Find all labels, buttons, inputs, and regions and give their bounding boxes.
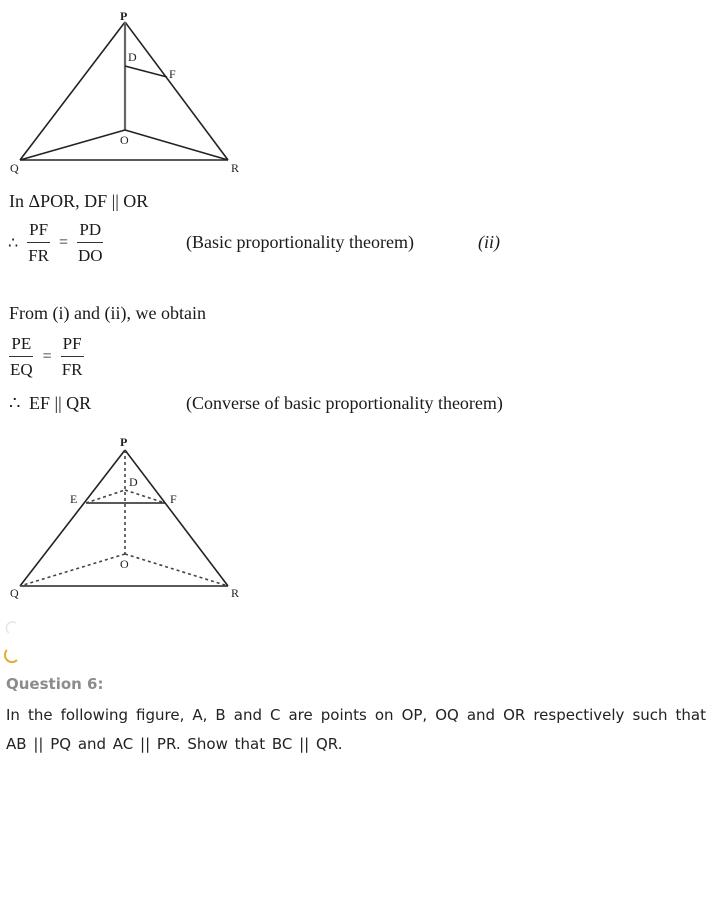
loading-spinner-icon: [4, 620, 20, 636]
equals-sign: =: [42, 348, 52, 365]
fraction-numerator: PF: [61, 334, 84, 357]
therefore-symbol: ∴: [9, 393, 21, 413]
step3-reason: [186, 393, 503, 414]
line-or: [125, 130, 228, 160]
step1-intro-text: In ΔPOR, DF || OR: [9, 191, 149, 211]
equation-ref: (ii): [478, 232, 500, 252]
question-text: In the following figure, A, B and C are points on OP, OQ and OR respectively such that AB || PQ and AC || PR. Show that BC || QR.: [6, 706, 706, 753]
step1-reason: [186, 232, 414, 253]
label-o: O: [120, 557, 129, 571]
fraction-numerator: PD: [77, 220, 103, 243]
step2-equation: [8, 334, 85, 380]
label-f: F: [169, 67, 176, 81]
fraction-denominator: DO: [78, 246, 103, 265]
line-pr: [125, 22, 228, 160]
fraction-pd-do: [76, 220, 105, 266]
label-p: P: [120, 9, 128, 23]
step2-intro-text: From (i) and (ii), we obtain: [9, 303, 206, 323]
step3-statement: [9, 393, 91, 414]
line-pr: [125, 450, 228, 586]
line-oq: [20, 130, 125, 160]
label-d: D: [129, 475, 138, 489]
fraction-denominator: FR: [28, 246, 49, 265]
step1-reason-text: (Basic proportionality theorem): [186, 232, 414, 252]
line-or-dashed: [125, 554, 228, 586]
line-df: [125, 66, 167, 77]
fraction-numerator: PE: [9, 334, 33, 357]
line-df-dashed: [125, 490, 165, 503]
fraction-pf-fr: [26, 220, 51, 266]
therefore-symbol: ∴: [8, 235, 19, 252]
label-o: O: [120, 133, 129, 147]
fraction-pe-eq: [8, 334, 35, 380]
fraction-pf-fr-2: [60, 334, 85, 380]
label-f: F: [170, 492, 177, 506]
label-e: E: [70, 492, 78, 506]
step3-reason-text: (Converse of basic proportionality theorem): [186, 393, 503, 413]
figure-1-triangle: [0, 0, 260, 185]
label-q: Q: [10, 161, 19, 175]
label-r: R: [231, 586, 240, 600]
fraction-numerator: PF: [27, 220, 50, 243]
step2-intro: [9, 303, 206, 324]
step3-statement-text: EF || QR: [28, 393, 92, 413]
line-oq-dashed: [20, 554, 125, 586]
label-q: Q: [10, 586, 19, 600]
step1-equation: [8, 220, 105, 266]
label-p: P: [120, 435, 128, 449]
equals-sign: =: [58, 234, 69, 251]
fraction-denominator: EQ: [10, 360, 33, 379]
figure-2-triangle: [0, 430, 260, 605]
step1-intro: [9, 191, 148, 212]
label-d: D: [128, 50, 137, 64]
loading-spinner-icon: [4, 648, 20, 664]
line-pq: [20, 22, 125, 160]
fraction-denominator: FR: [61, 360, 83, 379]
line-pq: [20, 450, 125, 586]
step1-ref: [478, 232, 500, 253]
label-r: R: [231, 161, 240, 175]
question-title: Question 6:: [6, 675, 104, 693]
